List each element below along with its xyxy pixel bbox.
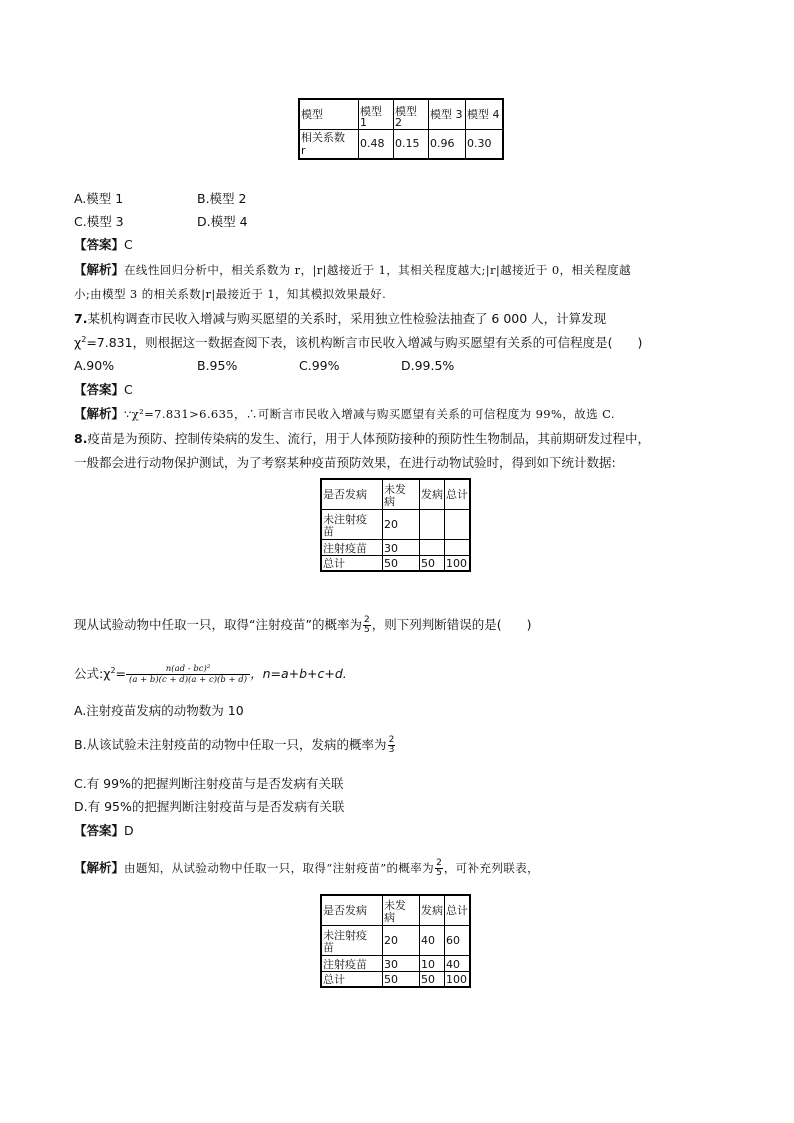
table-header-cell: 未发 病 [383, 895, 420, 925]
table-cell: 50 [383, 555, 420, 571]
analysis-text: 由题知，从试验动物中任取一只，取得“注射疫苗”的概率为 [124, 861, 435, 875]
formula-fraction [126, 664, 250, 685]
fraction-denominator: 5 [436, 868, 442, 878]
answer-label: 【答案】 [74, 237, 125, 252]
completed-contingency-table [320, 894, 471, 988]
question-8 [74, 431, 650, 447]
stem-text: 现从试验动物中任取一只，取得“注射疫苗”的概率为 [74, 617, 362, 632]
table-cell: 40 [445, 955, 471, 971]
question-text: 疫苗是为预防、控制传染病的发生、流行，用于人体预防接种的预防性生物制品，其前期研发过程中， [87, 431, 650, 446]
table-row-label: 相关系数 r [299, 129, 359, 159]
table-cell: 30 [383, 955, 420, 971]
answer-value: D [124, 823, 134, 838]
analysis-text: 在线性回归分析中，相关系数为 r，|r|越接近于 1，其相关程度越大;|r|越接近于 0，相关程度越 [124, 263, 631, 277]
analysis-label: 【解析】 [74, 860, 125, 875]
analysis-line [74, 406, 615, 422]
fraction [363, 616, 371, 635]
answer-label: 【答案】 [74, 823, 125, 838]
question-8-stem [74, 614, 531, 636]
table-cell: 0.30 [466, 129, 504, 159]
table-cell: 60 [445, 925, 471, 955]
fraction [435, 859, 443, 878]
table-cell [445, 539, 471, 555]
option-b: B.模型 2 [197, 191, 247, 206]
table-row [299, 129, 503, 159]
formula-post: ，n=a+b+c+d. [250, 666, 347, 681]
question-8-cont: 一般都会进行动物保护测试，为了考察某种疫苗预防效果，在进行动物试验时，得到如下统计数据: [74, 455, 616, 470]
table-cell: 30 [383, 539, 420, 555]
analysis-text-post: ，可补充列联表， [443, 861, 540, 875]
fraction-numerator: 2 [388, 735, 395, 745]
question-number: 7. [74, 311, 88, 326]
table-cell: 20 [383, 925, 420, 955]
option-a: A.注射疫苗发病的动物数为 10 [74, 703, 244, 718]
answer-line [74, 823, 134, 839]
option-a: A.模型 1 [74, 191, 124, 206]
analysis-label: 【解析】 [74, 262, 125, 277]
answer-label: 【答案】 [74, 382, 125, 397]
formula-eq: = [115, 666, 127, 681]
chi-symbol: χ [74, 335, 82, 350]
table-cell: 50 [420, 971, 445, 987]
correlation-table [298, 98, 504, 160]
table-row-label: 未注射疫 苗 [321, 925, 383, 955]
table-row [321, 955, 470, 971]
analysis-label: 【解析】 [74, 406, 125, 421]
question-7 [74, 311, 606, 327]
table-row [321, 971, 470, 987]
analysis-text-cont: 小;由模型 3 的相关系数|r|最接近于 1，知其模拟效果最好. [74, 287, 387, 301]
answer-line [74, 382, 133, 398]
table-cell: 100 [445, 555, 471, 571]
fraction-numerator: 2 [363, 615, 370, 625]
contingency-table [320, 478, 471, 572]
option-b [74, 734, 396, 756]
table-cell: 50 [383, 971, 420, 987]
option-d: D.有 95%的把握判断注射疫苗与是否发病有关联 [74, 799, 345, 814]
question-7-cont [74, 335, 642, 351]
analysis-text: ∵χ²=7.831>6.635，∴可断言市民收入增减与购买愿望有关系的可信程度为 99%，故选 C. [124, 407, 615, 421]
table-header-cell: 模型 1 [359, 99, 394, 129]
fraction-denominator: 5 [363, 625, 370, 635]
fraction [388, 736, 396, 755]
table-row [321, 555, 470, 571]
answer-line [74, 237, 133, 253]
table-header-cell: 总计 [445, 895, 471, 925]
table-header-cell: 总计 [445, 479, 471, 509]
table-row [299, 99, 503, 129]
table-header-cell: 模型 [299, 99, 359, 129]
question-text-cont: =7.831，则根据这一数据查阅下表，该机构断言市民收入增减与购买愿望有关系的可信程度是( ) [86, 335, 643, 350]
table-cell [420, 509, 445, 539]
formula-sup: 2 [110, 665, 116, 675]
table-row [321, 509, 470, 539]
option-c: C.模型 3 [74, 214, 124, 229]
fraction-numerator: 2 [436, 858, 442, 868]
table-header-cell: 模型 4 [466, 99, 504, 129]
table-header-cell: 是否发病 [321, 479, 383, 509]
table-row-label: 总计 [321, 555, 383, 571]
answer-value: C [124, 382, 133, 397]
table-header-cell: 发病 [420, 895, 445, 925]
table-cell: 10 [420, 955, 445, 971]
table-cell: 40 [420, 925, 445, 955]
option-c: C.99% [299, 358, 340, 373]
table-header-cell: 发病 [420, 479, 445, 509]
option-c: C.有 99%的把握判断注射疫苗与是否发病有关联 [74, 776, 344, 791]
table-cell: 0.15 [394, 129, 429, 159]
table-cell: 0.48 [359, 129, 394, 159]
analysis-line [74, 857, 539, 879]
formula-line [74, 662, 347, 686]
option-b: B.95% [197, 358, 238, 373]
option-a: A.90% [74, 358, 115, 373]
table-header-cell: 模型 3 [429, 99, 466, 129]
formula-denominator: (a + b)(c + d)(a + c)(b + d) [129, 675, 248, 685]
table-row [321, 895, 470, 925]
table-row-label: 注射疫苗 [321, 955, 383, 971]
table-row [321, 925, 470, 955]
formula-label: 公式:χ [74, 666, 111, 681]
table-row-label: 注射疫苗 [321, 539, 383, 555]
stem-text-post: ，则下列判断错误的是( ) [371, 617, 532, 632]
question-text: 某机构调查市民收入增减与购买愿望的关系时，采用独立性检验法抽查了 6 000 人，计算发现 [87, 311, 607, 326]
table-cell: 0.96 [429, 129, 466, 159]
formula-numerator: n(ad - bc)² [126, 664, 250, 675]
option-d: D.99.5% [401, 358, 455, 373]
table-cell [445, 509, 471, 539]
table-cell: 100 [445, 971, 471, 987]
analysis-line [74, 262, 631, 278]
table-row-label: 未注射疫 苗 [321, 509, 383, 539]
fraction-denominator: 3 [388, 745, 395, 755]
table-row [321, 539, 470, 555]
option-b-text: B.从该试验未注射疫苗的动物中任取一只，发病的概率为 [74, 737, 387, 752]
chi-sup: 2 [81, 334, 87, 344]
question-number: 8. [74, 431, 88, 446]
table-row-label: 总计 [321, 971, 383, 987]
table-row [321, 479, 470, 509]
table-header-cell: 是否发病 [321, 895, 383, 925]
table-cell [420, 539, 445, 555]
table-cell: 50 [420, 555, 445, 571]
table-header-cell: 未发 病 [383, 479, 420, 509]
answer-value: C [124, 237, 133, 252]
table-cell: 20 [383, 509, 420, 539]
table-header-cell: 模型 2 [394, 99, 429, 129]
option-d: D.模型 4 [197, 214, 248, 229]
